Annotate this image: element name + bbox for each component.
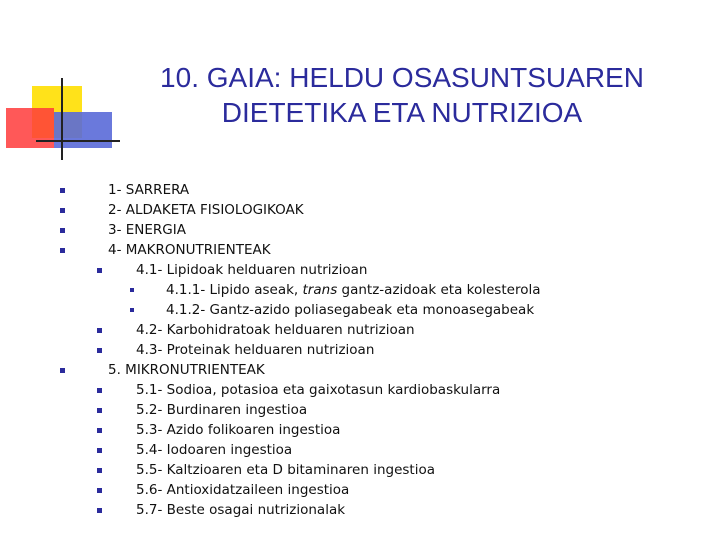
list-item-text: 5.1- Sodioa, potasioa eta gaixotasun kardiobaskularra xyxy=(136,382,501,398)
square-bullet-icon xyxy=(60,188,65,193)
vertical-line-shape xyxy=(61,78,63,160)
list-item-text: 5.6- Antioxidatzaileen ingestioa xyxy=(136,482,350,498)
list-item-text: 4.3- Proteinak helduaren nutrizioan xyxy=(136,342,375,358)
square-bullet-icon xyxy=(97,488,102,493)
list-item xyxy=(0,500,720,520)
list-item-text: 5.5- Kaltzioaren eta D bitaminaren ingestioa xyxy=(136,462,436,478)
text-after: gantz-azidoak eta kolesterola xyxy=(337,282,541,298)
square-bullet-icon xyxy=(130,308,134,312)
list-item-text: 4.2- Karbohidratoak helduaren nutrizioan xyxy=(136,322,415,338)
list-item xyxy=(0,200,720,220)
list-item xyxy=(0,420,720,440)
square-bullet-icon xyxy=(97,348,102,353)
list-item xyxy=(0,280,720,300)
list-item xyxy=(0,180,720,200)
list-item-text: 4- MAKRONUTRIENTEAK xyxy=(108,242,271,258)
list-item xyxy=(0,400,720,420)
list-item-text: 5.2- Burdinaren ingestioa xyxy=(136,402,308,418)
square-bullet-icon xyxy=(97,448,102,453)
square-bullet-icon xyxy=(97,408,102,413)
list-item-text: 5.7- Beste osagai nutrizionalak xyxy=(136,502,346,518)
list-item xyxy=(0,260,720,280)
square-bullet-icon xyxy=(97,268,102,273)
list-item xyxy=(0,440,720,460)
title-line-1: 10. GAIA: HELDU OSASUNTSUAREN xyxy=(160,62,644,93)
list-item xyxy=(0,340,720,360)
text-before: 4.1.1- Lipido aseak, xyxy=(166,282,303,298)
list-item xyxy=(0,380,720,400)
list-item-text: 5.4- Iodoaren ingestioa xyxy=(136,442,293,458)
list-item xyxy=(0,240,720,260)
square-bullet-icon xyxy=(130,288,134,292)
text-italic: trans xyxy=(302,282,338,298)
list-item-text: 5.3- Azido folikoaren ingestioa xyxy=(136,422,341,438)
title-line-2: DIETETIKA ETA NUTRIZIOA xyxy=(221,97,583,128)
square-bullet-icon xyxy=(97,508,102,513)
list-item xyxy=(0,300,720,320)
red-square-shape xyxy=(6,108,54,148)
square-bullet-icon xyxy=(60,248,65,253)
square-bullet-icon xyxy=(97,388,102,393)
square-bullet-icon xyxy=(97,468,102,473)
list-item-text: 3- ENERGIA xyxy=(108,222,186,238)
list-item xyxy=(0,360,720,380)
list-item-text: 5. MIKRONUTRIENTEAK xyxy=(108,362,265,378)
list-item-text: 4.1.2- Gantz-azido poliasegabeak eta monoasegabeak xyxy=(166,302,535,318)
list-item-text: 4.1- Lipidoak helduaren nutrizioan xyxy=(136,262,368,278)
horizontal-line-shape xyxy=(36,140,120,142)
decorative-logo xyxy=(0,0,130,170)
square-bullet-icon xyxy=(60,368,65,373)
square-bullet-icon xyxy=(60,208,65,213)
list-item-text xyxy=(166,280,540,300)
square-bullet-icon xyxy=(97,428,102,433)
square-bullet-icon xyxy=(97,328,102,333)
list-item xyxy=(0,220,720,240)
list-item-text: 1- SARRERA xyxy=(108,182,190,198)
list-item xyxy=(0,480,720,500)
list-item xyxy=(0,460,720,480)
list-item-text: 2- ALDAKETA FISIOLOGIKOAK xyxy=(108,202,304,218)
list-item xyxy=(0,320,720,340)
slide-title xyxy=(112,60,692,130)
square-bullet-icon xyxy=(60,228,65,233)
